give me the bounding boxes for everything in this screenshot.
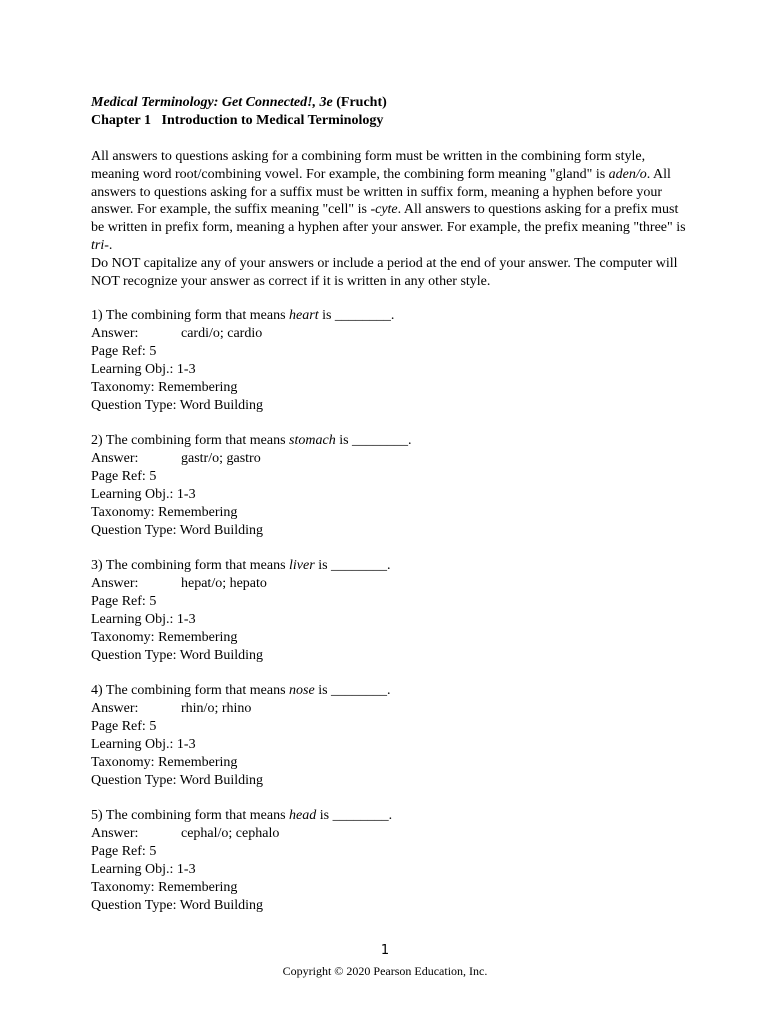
question-term: liver	[289, 558, 315, 574]
answer-line	[91, 325, 691, 343]
question-prefix: 2) The combining form that means	[91, 433, 290, 449]
question-term: stomach	[289, 433, 336, 449]
page-ref: Page Ref: 5	[91, 844, 157, 860]
question-text	[91, 807, 691, 825]
answer-line	[91, 825, 691, 843]
answer-line	[91, 450, 691, 468]
question-item	[91, 432, 691, 540]
question-term: heart	[289, 308, 319, 324]
chapter-number: Chapter 1	[91, 113, 152, 128]
question-suffix: is ________.	[314, 558, 391, 574]
answer-label: Answer:	[91, 701, 139, 717]
question-prefix: 4) The combining form that means	[91, 683, 290, 699]
page-ref: Page Ref: 5	[91, 594, 157, 610]
question-prefix: 3) The combining form that means	[91, 558, 290, 574]
question-type: Question Type: Word Building	[91, 523, 263, 539]
learning-objective: Learning Obj.: 1-3	[91, 487, 196, 503]
question-text	[91, 557, 691, 575]
answer-value: hepat/o; hepato	[181, 576, 267, 592]
instructions-paragraph-2: Do NOT capitalize any of your answers or include a period at the end of your answer. The computer will NOT recognize your answer as correct if it is written in any other style.	[91, 255, 678, 289]
answer-value: cardi/o; cardio	[181, 326, 263, 342]
document-page	[91, 94, 691, 915]
question-suffix: is ________.	[316, 808, 393, 824]
question-text	[91, 682, 691, 700]
taxonomy: Taxonomy: Remembering	[91, 630, 238, 646]
question-type: Question Type: Word Building	[91, 398, 263, 414]
page-ref: Page Ref: 5	[91, 719, 157, 735]
question-text	[91, 432, 691, 450]
page-ref: Page Ref: 5	[91, 469, 157, 485]
answer-line	[91, 575, 691, 593]
instructions-text: . All answers to questions asking for a prefix must be written in prefix form, meaning a hyphen after your answer. For example, the prefix meaning "three" is	[91, 202, 686, 236]
example-combining-form: aden/o	[608, 166, 647, 182]
answer-value: gastr/o; gastro	[181, 451, 261, 467]
question-type: Question Type: Word Building	[91, 648, 263, 664]
learning-objective: Learning Obj.: 1-3	[91, 612, 196, 628]
instructions-paragraph-1	[91, 148, 691, 255]
answer-label: Answer:	[91, 826, 139, 842]
copyright-notice: Copyright © 2020 Pearson Education, Inc.	[282, 964, 488, 978]
question-type: Question Type: Word Building	[91, 773, 263, 789]
book-title-text: Medical Terminology: Get Connected!, 3e	[91, 95, 333, 110]
chapter-title: Introduction to Medical Terminology	[161, 113, 384, 128]
page-ref: Page Ref: 5	[91, 344, 157, 360]
question-prefix: 1) The combining form that means	[91, 308, 290, 324]
instructions-text: All answers to questions asking for a combining form must be written in the combining form style, meaning word root/combining vowel. For example, the combining form meaning "gland" is	[91, 149, 646, 182]
book-title	[91, 94, 691, 112]
question-item	[91, 682, 691, 790]
question-suffix: is ________.	[318, 308, 395, 324]
answer-line	[91, 700, 691, 718]
question-prefix: 5) The combining form that means	[91, 808, 290, 824]
answer-value: cephal/o; cephalo	[181, 826, 280, 842]
instructions	[91, 148, 691, 290]
question-suffix: is ________.	[314, 683, 391, 699]
question-type: Question Type: Word Building	[91, 898, 263, 914]
question-list	[91, 307, 691, 915]
taxonomy: Taxonomy: Remembering	[91, 505, 238, 521]
page-number: 1	[380, 943, 390, 958]
instructions-text: . All answers to questions asking for a suffix must be written in suffix form, meaning a hyphen before your answer. For example, the suffix meaning "cell" is	[91, 166, 671, 218]
answer-label: Answer:	[91, 326, 139, 342]
question-term: head	[289, 808, 317, 824]
book-author: (Frucht)	[336, 95, 387, 110]
question-term: nose	[289, 683, 315, 699]
taxonomy: Taxonomy: Remembering	[91, 755, 238, 771]
answer-value: rhin/o; rhino	[181, 701, 252, 717]
taxonomy: Taxonomy: Remembering	[91, 380, 238, 396]
learning-objective: Learning Obj.: 1-3	[91, 862, 196, 878]
example-prefix: tri-	[91, 237, 109, 253]
example-suffix: -cyte	[370, 202, 398, 218]
answer-label: Answer:	[91, 451, 139, 467]
question-item	[91, 557, 691, 665]
question-item	[91, 807, 691, 915]
question-text	[91, 307, 691, 325]
instructions-text: .	[108, 237, 113, 253]
chapter-heading	[91, 112, 691, 130]
answer-label: Answer:	[91, 576, 139, 592]
taxonomy: Taxonomy: Remembering	[91, 880, 238, 896]
learning-objective: Learning Obj.: 1-3	[91, 362, 196, 378]
question-suffix: is ________.	[335, 433, 412, 449]
question-item	[91, 307, 691, 415]
learning-objective: Learning Obj.: 1-3	[91, 737, 196, 753]
